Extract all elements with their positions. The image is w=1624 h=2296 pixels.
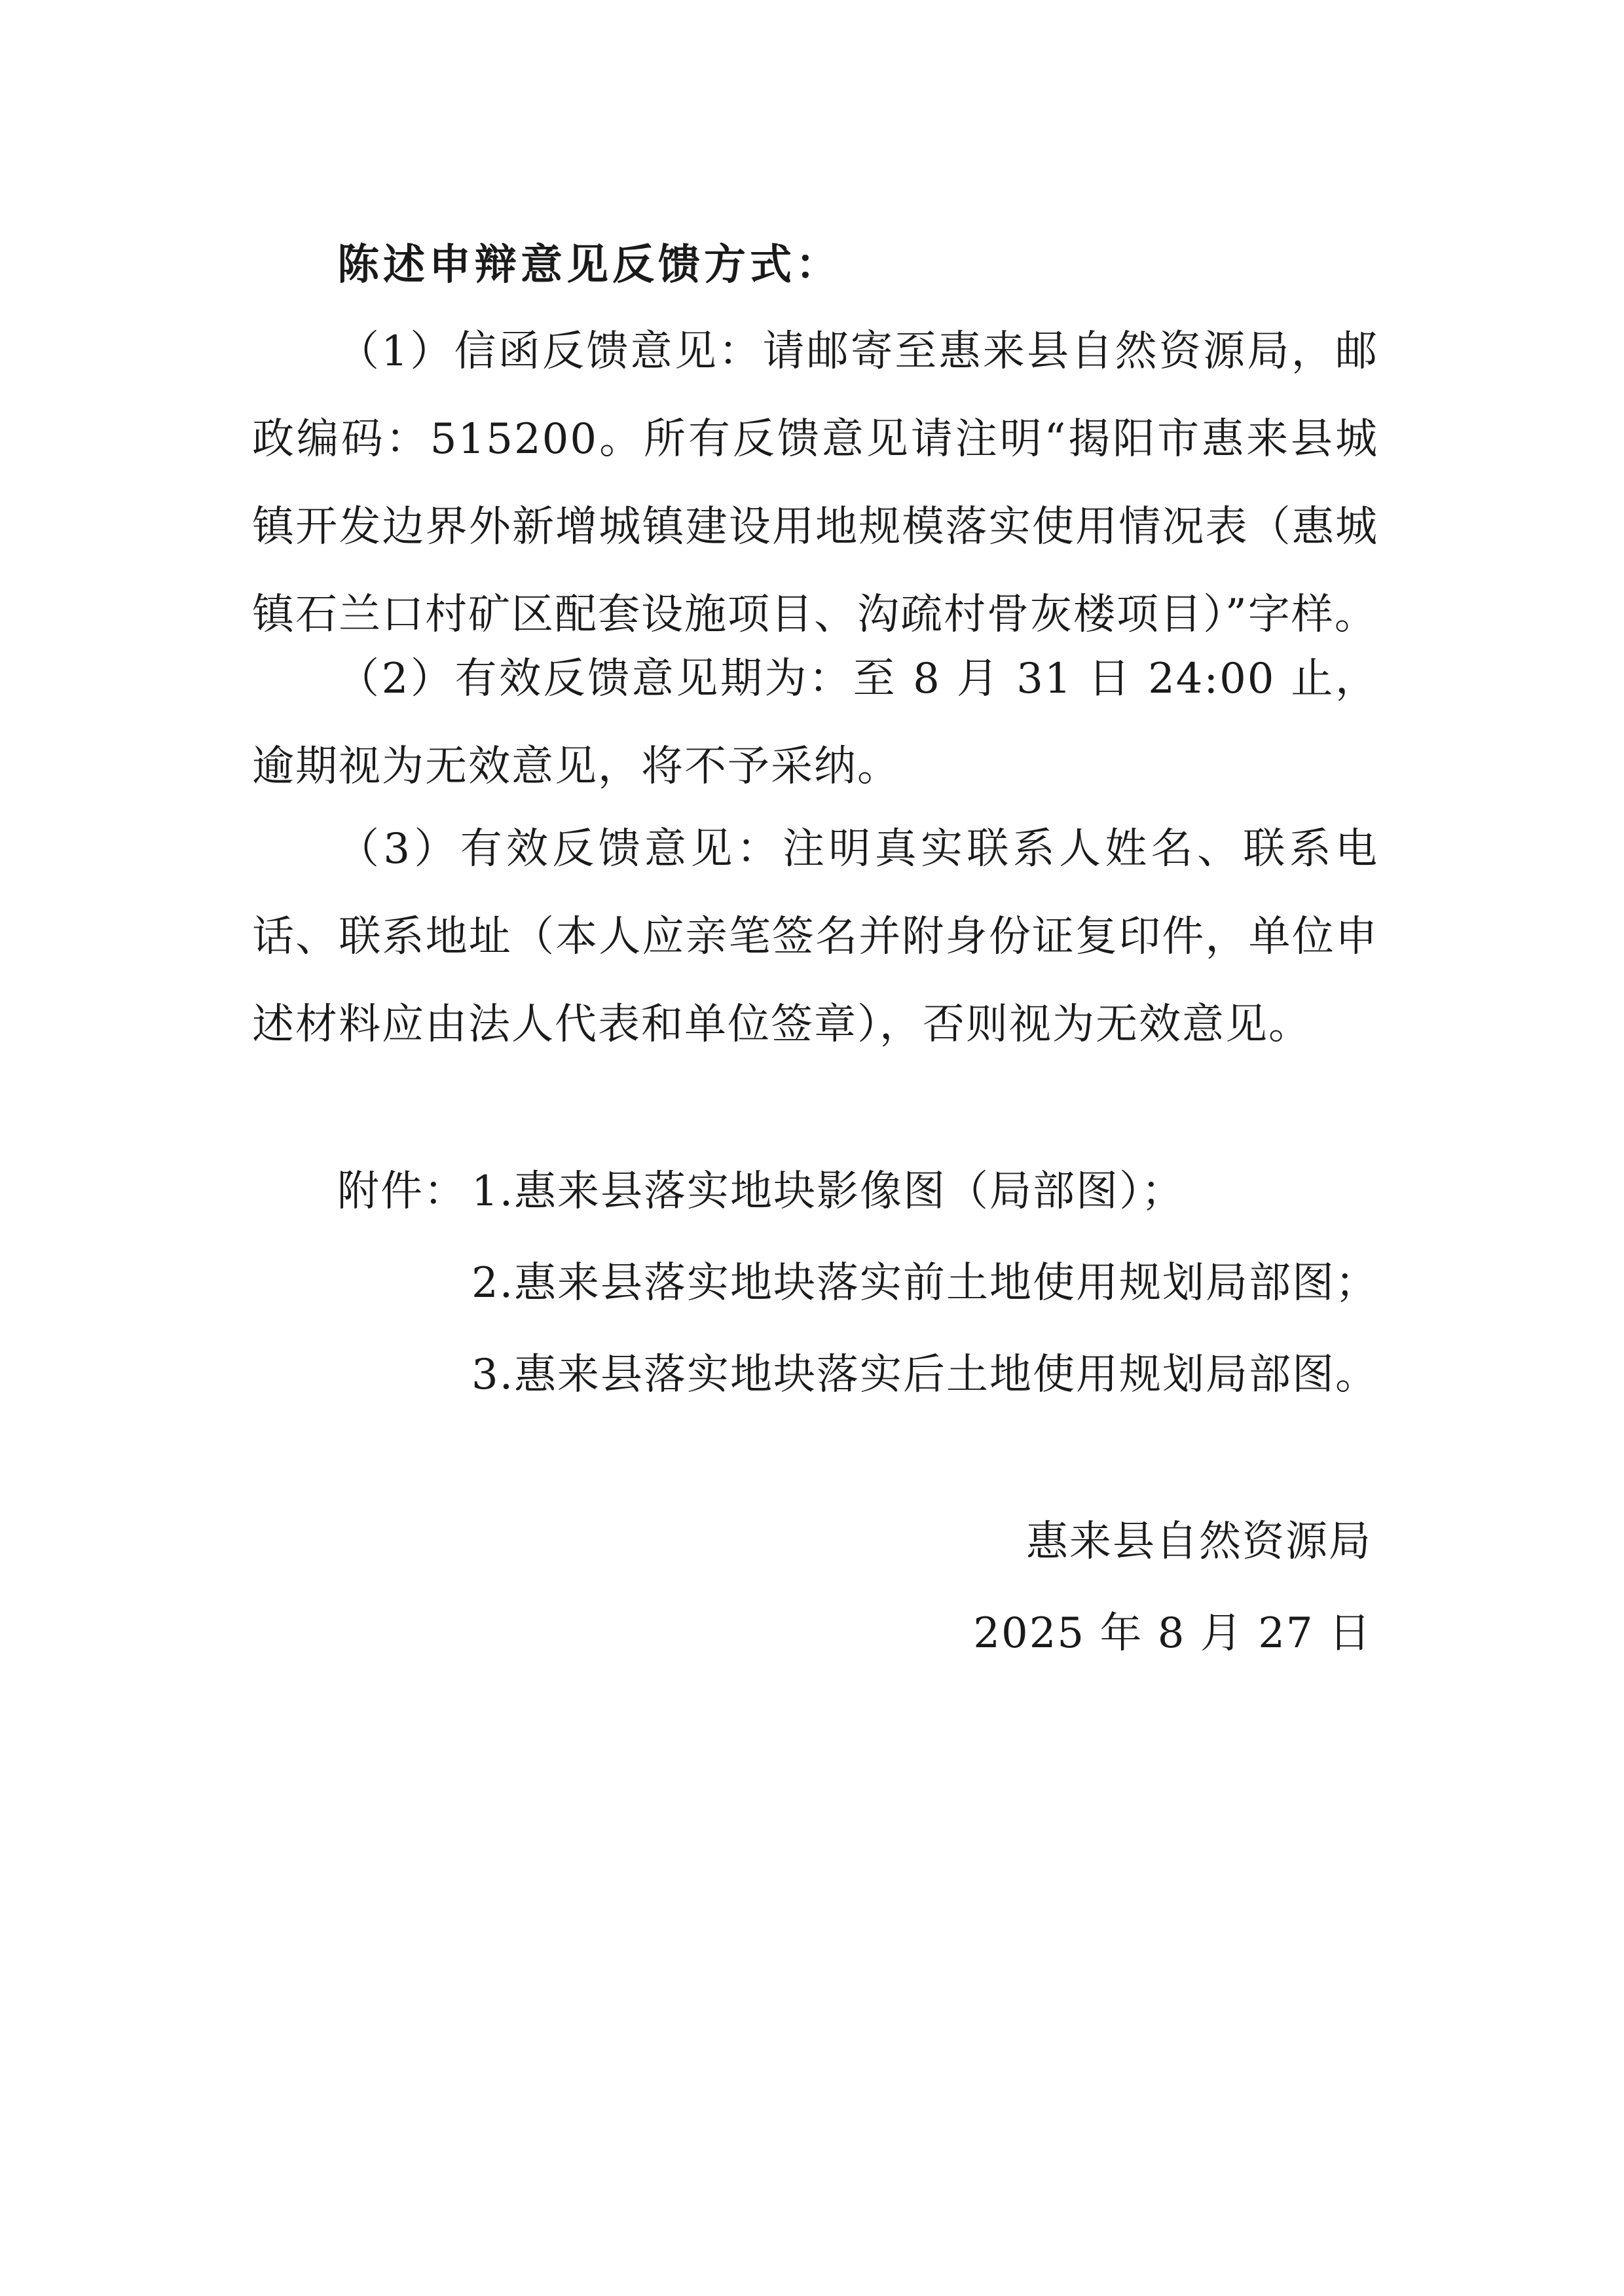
paragraph-feedback-deadline: （2）有效反馈意见期为：至 8 月 31 日 24:00 止，逾期视为无效意见，将不予采纳。 <box>252 655 1378 791</box>
signature-date: 2025 年 8 月 27 日 <box>973 1609 1372 1658</box>
attachment-item: 3.惠来县落实地块落实后土地使用规划局部图。 <box>471 1351 1379 1399</box>
signature-organization: 惠来县自然资源局 <box>1026 1518 1372 1566</box>
attachments-label: 附件： <box>337 1167 467 1216</box>
attachment-item: 1.惠来县落实地块影像图（局部图）； <box>471 1167 1185 1216</box>
section-heading: 陈述申辩意见反馈方式： <box>337 240 841 289</box>
attachment-item: 2.惠来县落实地块落实前土地使用规划局部图； <box>471 1259 1379 1307</box>
paragraph-mail-feedback: （1）信函反馈意见：请邮寄至惠来县自然资源局，邮政编码：515200。所有反馈意见请注明“揭阳市惠来县城镇开发边界外新增城镇建设用地规模落实使用情况表（惠城镇石兰口村矿区配套设施项目、沟疏村骨灰楼项目）”字样。 <box>252 327 1378 639</box>
paragraph-valid-feedback: （3）有效反馈意见：注明真实联系人姓名、联系电话、联系地址（本人应亲笔签名并附身份证复印件，单位申述材料应由法人代表和单位签章），否则视为无效意见。 <box>252 825 1378 1049</box>
